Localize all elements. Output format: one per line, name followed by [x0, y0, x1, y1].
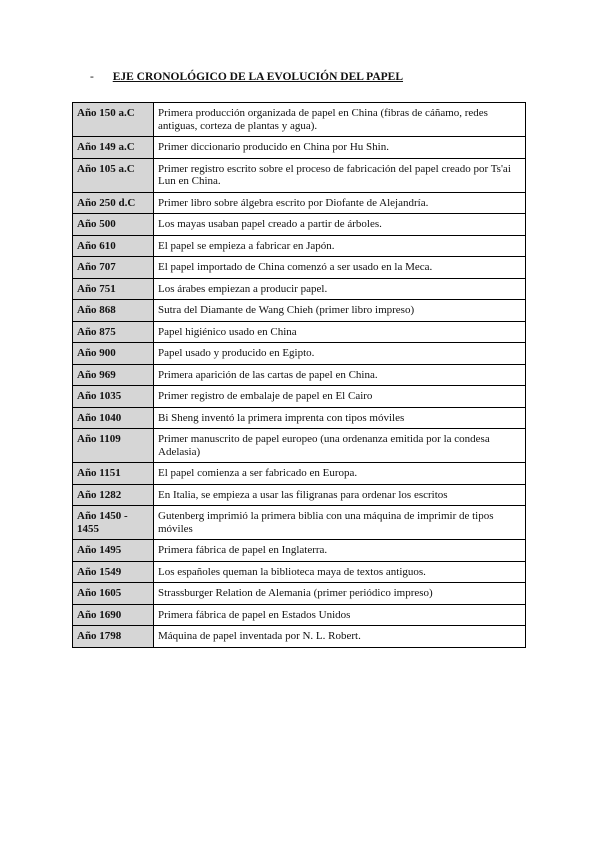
timeline-body	[73, 103, 526, 648]
event-cell: Gutenberg imprimió la primera biblia con una máquina de imprimir de tipos móviles	[154, 506, 526, 540]
year-cell: Año 1109	[73, 429, 154, 463]
event-cell: Primera fábrica de papel en Estados Unidos	[154, 604, 526, 626]
year-cell: Año 875	[73, 321, 154, 343]
year-cell: Año 149 a.C	[73, 137, 154, 159]
table-row	[73, 300, 526, 322]
year-cell: Año 969	[73, 364, 154, 386]
table-row	[73, 484, 526, 506]
event-cell: Bi Sheng inventó la primera imprenta con tipos móviles	[154, 407, 526, 429]
table-row	[73, 278, 526, 300]
year-cell: Año 1040	[73, 407, 154, 429]
table-row	[73, 158, 526, 192]
table-row	[73, 192, 526, 214]
table-row	[73, 364, 526, 386]
table-row	[73, 386, 526, 408]
year-cell: Año 250 d.C	[73, 192, 154, 214]
table-row	[73, 540, 526, 562]
year-cell: Año 1549	[73, 561, 154, 583]
table-row	[73, 429, 526, 463]
event-cell: En Italia, se empieza a usar las filigranas para ordenar los escritos	[154, 484, 526, 506]
year-cell: Año 1690	[73, 604, 154, 626]
year-cell: Año 1282	[73, 484, 154, 506]
event-cell: Primer libro sobre álgebra escrito por Diofante de Alejandría.	[154, 192, 526, 214]
event-cell: Primer registro escrito sobre el proceso de fabricación del papel creado por Ts'ai Lun en China.	[154, 158, 526, 192]
page-title: EJE CRONOLÓGICO DE LA EVOLUCIÓN DEL PAPEL	[112, 71, 404, 83]
year-cell: Año 1495	[73, 540, 154, 562]
year-cell: Año 1035	[73, 386, 154, 408]
event-cell: Primer manuscrito de papel europeo (una ordenanza emitida por la condesa Adelasia)	[154, 429, 526, 463]
year-cell: Año 610	[73, 235, 154, 257]
year-cell: Año 900	[73, 343, 154, 365]
event-cell: Los mayas usaban papel creado a partir de árboles.	[154, 214, 526, 236]
table-row	[73, 321, 526, 343]
event-cell: El papel se empieza a fabricar en Japón.	[154, 235, 526, 257]
event-cell: El papel comienza a ser fabricado en Europa.	[154, 463, 526, 485]
table-row	[73, 506, 526, 540]
heading-bullet: -	[90, 71, 94, 83]
table-row	[73, 235, 526, 257]
year-cell: Año 105 a.C	[73, 158, 154, 192]
table-row	[73, 407, 526, 429]
timeline-table	[72, 102, 526, 648]
event-cell: Strassburger Relation de Alemania (primer periódico impreso)	[154, 583, 526, 605]
table-row	[73, 343, 526, 365]
table-row	[73, 137, 526, 159]
event-cell: Los árabes empiezan a producir papel.	[154, 278, 526, 300]
table-row	[73, 103, 526, 137]
year-cell: Año 500	[73, 214, 154, 236]
year-cell: Año 1151	[73, 463, 154, 485]
year-cell: Año 707	[73, 257, 154, 279]
table-row	[73, 214, 526, 236]
event-cell: Primera producción organizada de papel en China (fibras de cáñamo, redes antiguas, corteza de plantas y agua).	[154, 103, 526, 137]
year-cell: Año 150 a.C	[73, 103, 154, 137]
table-row	[73, 626, 526, 648]
event-cell: Primer diccionario producido en China por Hu Shin.	[154, 137, 526, 159]
event-cell: Máquina de papel inventada por N. L. Robert.	[154, 626, 526, 648]
event-cell: Primer registro de embalaje de papel en El Cairo	[154, 386, 526, 408]
event-cell: Primera fábrica de papel en Inglaterra.	[154, 540, 526, 562]
event-cell: Papel higiénico usado en China	[154, 321, 526, 343]
year-cell: Año 868	[73, 300, 154, 322]
event-cell: El papel importado de China comenzó a ser usado en la Meca.	[154, 257, 526, 279]
event-cell: Primera aparición de las cartas de papel en China.	[154, 364, 526, 386]
table-row	[73, 257, 526, 279]
table-row	[73, 561, 526, 583]
table-row	[73, 463, 526, 485]
year-cell: Año 1798	[73, 626, 154, 648]
event-cell: Sutra del Diamante de Wang Chieh (primer libro impreso)	[154, 300, 526, 322]
event-cell: Papel usado y producido en Egipto.	[154, 343, 526, 365]
event-cell: Los españoles queman la biblioteca maya de textos antiguos.	[154, 561, 526, 583]
year-cell: Año 1605	[73, 583, 154, 605]
year-cell: Año 1450 - 1455	[73, 506, 154, 540]
table-row	[73, 604, 526, 626]
year-cell: Año 751	[73, 278, 154, 300]
document-heading	[90, 71, 403, 83]
table-row	[73, 583, 526, 605]
